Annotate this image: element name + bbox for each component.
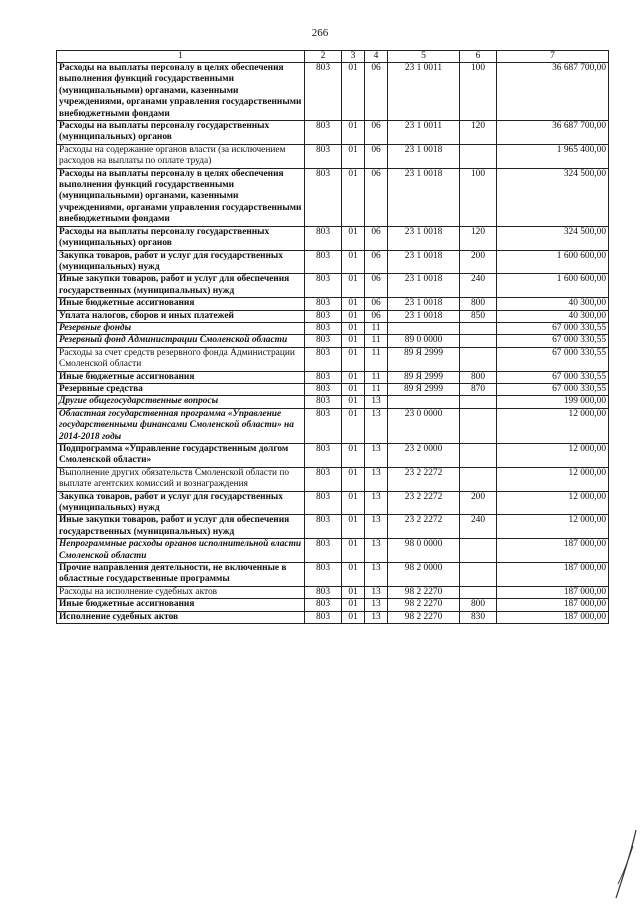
item-name-cell: Резервные фонды xyxy=(57,322,305,334)
amount-cell: 187 000,00 xyxy=(497,563,609,587)
table-body xyxy=(57,63,609,624)
expense-type-cell: 870 xyxy=(460,383,497,395)
vedomstvo-cell: 803 xyxy=(305,383,342,395)
subsection-cell: 06 xyxy=(365,63,388,121)
vedomstvo-cell: 803 xyxy=(305,599,342,611)
vedomstvo-cell: 803 xyxy=(305,539,342,563)
target-article-cell: 23 1 0011 xyxy=(388,121,460,145)
expense-type-cell xyxy=(460,144,497,168)
section-cell: 01 xyxy=(342,250,365,274)
amount-cell: 67 000 330,55 xyxy=(497,322,609,334)
subsection-cell: 06 xyxy=(365,226,388,250)
item-name-cell: Другие общегосударственные вопросы xyxy=(57,396,305,408)
section-cell: 01 xyxy=(342,310,365,322)
section-cell: 01 xyxy=(342,383,365,395)
header-cell: 6 xyxy=(460,51,497,63)
vedomstvo-cell: 803 xyxy=(305,491,342,515)
item-name-cell: Иные бюджетные ассигнования xyxy=(57,371,305,383)
vedomstvo-cell: 803 xyxy=(305,396,342,408)
expense-type-cell: 100 xyxy=(460,63,497,121)
table-row xyxy=(57,298,609,310)
table-row xyxy=(57,335,609,347)
amount-cell: 67 000 330,55 xyxy=(497,371,609,383)
subsection-cell: 11 xyxy=(365,322,388,334)
section-cell: 01 xyxy=(342,467,365,491)
item-name-cell: Непрограммные расходы органов исполнительной власти Смоленской области xyxy=(57,539,305,563)
subsection-cell: 13 xyxy=(365,599,388,611)
vedomstvo-cell: 803 xyxy=(305,408,342,443)
expense-type-cell xyxy=(460,335,497,347)
subsection-cell: 06 xyxy=(365,274,388,298)
vedomstvo-cell: 803 xyxy=(305,250,342,274)
amount-cell: 187 000,00 xyxy=(497,599,609,611)
subsection-cell: 06 xyxy=(365,310,388,322)
table-row xyxy=(57,121,609,145)
table-row xyxy=(57,226,609,250)
subsection-cell: 13 xyxy=(365,408,388,443)
vedomstvo-cell: 803 xyxy=(305,444,342,468)
table-row xyxy=(57,310,609,322)
table-row xyxy=(57,371,609,383)
section-cell: 01 xyxy=(342,539,365,563)
table-row xyxy=(57,144,609,168)
table-row xyxy=(57,168,609,226)
amount-cell: 1 965 400,00 xyxy=(497,144,609,168)
item-name-cell: Расходы на выплаты персоналу в целях обеспечения выполнения функций государственными (муниципальными) органами, казенными учреждениями, органами управления государственными внебюджетными фондами xyxy=(57,168,305,226)
expense-type-cell: 850 xyxy=(460,310,497,322)
table-row xyxy=(57,347,609,371)
subsection-cell: 11 xyxy=(365,335,388,347)
expense-type-cell xyxy=(460,322,497,334)
target-article-cell xyxy=(388,322,460,334)
table-row xyxy=(57,563,609,587)
amount-cell: 324 500,00 xyxy=(497,168,609,226)
item-name-cell: Расходы на выплаты персоналу государственных (муниципальных) органов xyxy=(57,226,305,250)
section-cell: 01 xyxy=(342,335,365,347)
amount-cell: 12 000,00 xyxy=(497,515,609,539)
amount-cell: 40 300,00 xyxy=(497,298,609,310)
vedomstvo-cell: 803 xyxy=(305,298,342,310)
subsection-cell: 13 xyxy=(365,515,388,539)
subsection-cell: 13 xyxy=(365,396,388,408)
table-row xyxy=(57,444,609,468)
section-cell: 01 xyxy=(342,611,365,623)
table-header-row xyxy=(57,51,609,63)
section-cell: 01 xyxy=(342,121,365,145)
vedomstvo-cell: 803 xyxy=(305,226,342,250)
item-name-cell: Уплата налогов, сборов и иных платежей xyxy=(57,310,305,322)
expense-type-cell: 120 xyxy=(460,121,497,145)
target-article-cell: 89 Я 2999 xyxy=(388,347,460,371)
target-article-cell: 23 1 0018 xyxy=(388,226,460,250)
target-article-cell: 98 2 2270 xyxy=(388,599,460,611)
item-name-cell: Областная государственная программа «Управление государственными финансами Смоленской области» на 2014-2018 годы xyxy=(57,408,305,443)
target-article-cell: 23 2 2272 xyxy=(388,491,460,515)
subsection-cell: 06 xyxy=(365,144,388,168)
vedomstvo-cell: 803 xyxy=(305,144,342,168)
header-cell: 7 xyxy=(497,51,609,63)
vedomstvo-cell: 803 xyxy=(305,322,342,334)
vedomstvo-cell: 803 xyxy=(305,563,342,587)
amount-cell: 199 000,00 xyxy=(497,396,609,408)
expense-type-cell: 800 xyxy=(460,371,497,383)
subsection-cell: 06 xyxy=(365,298,388,310)
amount-cell: 12 000,00 xyxy=(497,491,609,515)
vedomstvo-cell: 803 xyxy=(305,168,342,226)
amount-cell: 67 000 330,55 xyxy=(497,335,609,347)
header-cell: 4 xyxy=(365,51,388,63)
item-name-cell: Расходы на выплаты персоналу государственных (муниципальных) органов xyxy=(57,121,305,145)
section-cell: 01 xyxy=(342,274,365,298)
target-article-cell: 23 1 0011 xyxy=(388,63,460,121)
amount-cell: 187 000,00 xyxy=(497,539,609,563)
expense-type-cell xyxy=(460,467,497,491)
header-cell: 3 xyxy=(342,51,365,63)
vedomstvo-cell: 803 xyxy=(305,121,342,145)
amount-cell: 67 000 330,55 xyxy=(497,347,609,371)
item-name-cell: Закупка товаров, работ и услуг для государственных (муниципальных) нужд xyxy=(57,491,305,515)
vedomstvo-cell: 803 xyxy=(305,274,342,298)
section-cell: 01 xyxy=(342,444,365,468)
expense-type-cell xyxy=(460,586,497,598)
amount-cell: 1 600 600,00 xyxy=(497,274,609,298)
item-name-cell: Исполнение судебных актов xyxy=(57,611,305,623)
section-cell: 01 xyxy=(342,168,365,226)
expense-type-cell xyxy=(460,347,497,371)
item-name-cell: Иные бюджетные ассигнования xyxy=(57,599,305,611)
vedomstvo-cell: 803 xyxy=(305,347,342,371)
item-name-cell: Выполнение других обязательств Смоленской области по выплате агентских комиссий и вознаграждения xyxy=(57,467,305,491)
item-name-cell: Иные закупки товаров, работ и услуг для обеспечения государственных (муниципальных) нужд xyxy=(57,515,305,539)
target-article-cell: 23 1 0018 xyxy=(388,144,460,168)
target-article-cell: 23 1 0018 xyxy=(388,310,460,322)
subsection-cell: 13 xyxy=(365,611,388,623)
target-article-cell: 23 2 2272 xyxy=(388,467,460,491)
table-row xyxy=(57,396,609,408)
target-article-cell: 89 Я 2999 xyxy=(388,383,460,395)
table-row xyxy=(57,599,609,611)
expense-type-cell: 100 xyxy=(460,168,497,226)
vedomstvo-cell: 803 xyxy=(305,515,342,539)
table-row xyxy=(57,322,609,334)
target-article-cell: 23 1 0018 xyxy=(388,250,460,274)
target-article-cell: 98 2 2270 xyxy=(388,611,460,623)
expense-type-cell: 800 xyxy=(460,599,497,611)
expense-type-cell: 830 xyxy=(460,611,497,623)
subsection-cell: 13 xyxy=(365,444,388,468)
item-name-cell: Расходы за счет средств резервного фонда Администрации Смоленской области xyxy=(57,347,305,371)
target-article-cell: 23 2 2272 xyxy=(388,515,460,539)
section-cell: 01 xyxy=(342,586,365,598)
table-row xyxy=(57,539,609,563)
section-cell: 01 xyxy=(342,408,365,443)
expense-type-cell xyxy=(460,396,497,408)
subsection-cell: 11 xyxy=(365,347,388,371)
item-name-cell: Подпрограмма «Управление государственным долгом Смоленской области» xyxy=(57,444,305,468)
expense-type-cell xyxy=(460,539,497,563)
target-article-cell xyxy=(388,396,460,408)
table-row xyxy=(57,383,609,395)
item-name-cell: Резервный фонд Администрации Смоленской области xyxy=(57,335,305,347)
section-cell: 01 xyxy=(342,563,365,587)
expense-type-cell: 240 xyxy=(460,515,497,539)
target-article-cell: 23 0 0000 xyxy=(388,408,460,443)
target-article-cell: 98 0 0000 xyxy=(388,539,460,563)
expense-type-cell xyxy=(460,563,497,587)
table-row xyxy=(57,250,609,274)
target-article-cell: 89 0 0000 xyxy=(388,335,460,347)
vedomstvo-cell: 803 xyxy=(305,63,342,121)
vedomstvo-cell: 803 xyxy=(305,467,342,491)
margin-signature-mark xyxy=(612,828,638,900)
vedomstvo-cell: 803 xyxy=(305,310,342,322)
section-cell: 01 xyxy=(342,515,365,539)
section-cell: 01 xyxy=(342,371,365,383)
amount-cell: 67 000 330,55 xyxy=(497,383,609,395)
amount-cell: 1 600 600,00 xyxy=(497,250,609,274)
item-name-cell: Расходы на содержание органов власти (за исключением расходов на выплаты по оплате труда) xyxy=(57,144,305,168)
table-row xyxy=(57,63,609,121)
target-article-cell: 98 2 0000 xyxy=(388,563,460,587)
item-name-cell: Прочие направления деятельности, не включенные в областные государственные программы xyxy=(57,563,305,587)
amount-cell: 12 000,00 xyxy=(497,467,609,491)
item-name-cell: Закупка товаров, работ и услуг для государственных (муниципальных) нужд xyxy=(57,250,305,274)
vedomstvo-cell: 803 xyxy=(305,371,342,383)
expense-type-cell: 200 xyxy=(460,250,497,274)
amount-cell: 187 000,00 xyxy=(497,611,609,623)
budget-table xyxy=(56,50,609,624)
subsection-cell: 13 xyxy=(365,586,388,598)
subsection-cell: 06 xyxy=(365,121,388,145)
table-row xyxy=(57,408,609,443)
amount-cell: 187 000,00 xyxy=(497,586,609,598)
subsection-cell: 11 xyxy=(365,383,388,395)
header-cell: 1 xyxy=(57,51,305,63)
expense-type-cell: 800 xyxy=(460,298,497,310)
table-row xyxy=(57,611,609,623)
item-name-cell: Иные закупки товаров, работ и услуг для обеспечения государственных (муниципальных) нужд xyxy=(57,274,305,298)
section-cell: 01 xyxy=(342,298,365,310)
target-article-cell: 23 1 0018 xyxy=(388,298,460,310)
vedomstvo-cell: 803 xyxy=(305,586,342,598)
target-article-cell: 23 1 0018 xyxy=(388,168,460,226)
expense-type-cell: 240 xyxy=(460,274,497,298)
expense-type-cell: 120 xyxy=(460,226,497,250)
target-article-cell: 23 1 0018 xyxy=(388,274,460,298)
subsection-cell: 13 xyxy=(365,563,388,587)
amount-cell: 36 687 700,00 xyxy=(497,121,609,145)
vedomstvo-cell: 803 xyxy=(305,335,342,347)
section-cell: 01 xyxy=(342,599,365,611)
subsection-cell: 13 xyxy=(365,491,388,515)
amount-cell: 40 300,00 xyxy=(497,310,609,322)
item-name-cell: Резервные средства xyxy=(57,383,305,395)
subsection-cell: 11 xyxy=(365,371,388,383)
amount-cell: 12 000,00 xyxy=(497,444,609,468)
table-row xyxy=(57,586,609,598)
target-article-cell: 98 2 2270 xyxy=(388,586,460,598)
section-cell: 01 xyxy=(342,226,365,250)
item-name-cell: Иные бюджетные ассигнования xyxy=(57,298,305,310)
table-row xyxy=(57,467,609,491)
table-row xyxy=(57,515,609,539)
amount-cell: 12 000,00 xyxy=(497,408,609,443)
section-cell: 01 xyxy=(342,144,365,168)
subsection-cell: 13 xyxy=(365,539,388,563)
target-article-cell: 89 Я 2999 xyxy=(388,371,460,383)
table-row xyxy=(57,491,609,515)
section-cell: 01 xyxy=(342,396,365,408)
subsection-cell: 13 xyxy=(365,467,388,491)
target-article-cell: 23 2 0000 xyxy=(388,444,460,468)
section-cell: 01 xyxy=(342,491,365,515)
header-cell: 2 xyxy=(305,51,342,63)
expense-type-cell: 200 xyxy=(460,491,497,515)
table-row xyxy=(57,274,609,298)
expense-type-cell xyxy=(460,444,497,468)
header-cell: 5 xyxy=(388,51,460,63)
section-cell: 01 xyxy=(342,63,365,121)
amount-cell: 324 500,00 xyxy=(497,226,609,250)
item-name-cell: Расходы на выплаты персоналу в целях обеспечения выполнения функций государственными (муниципальными) органами, казенными учреждениями, органами управления государственными внебюджетными фондами xyxy=(57,63,305,121)
section-cell: 01 xyxy=(342,347,365,371)
amount-cell: 36 687 700,00 xyxy=(497,63,609,121)
subsection-cell: 06 xyxy=(365,168,388,226)
subsection-cell: 06 xyxy=(365,250,388,274)
section-cell: 01 xyxy=(342,322,365,334)
item-name-cell: Расходы на исполнение судебных актов xyxy=(57,586,305,598)
expense-type-cell xyxy=(460,408,497,443)
vedomstvo-cell: 803 xyxy=(305,611,342,623)
page-number: 266 xyxy=(311,27,329,39)
